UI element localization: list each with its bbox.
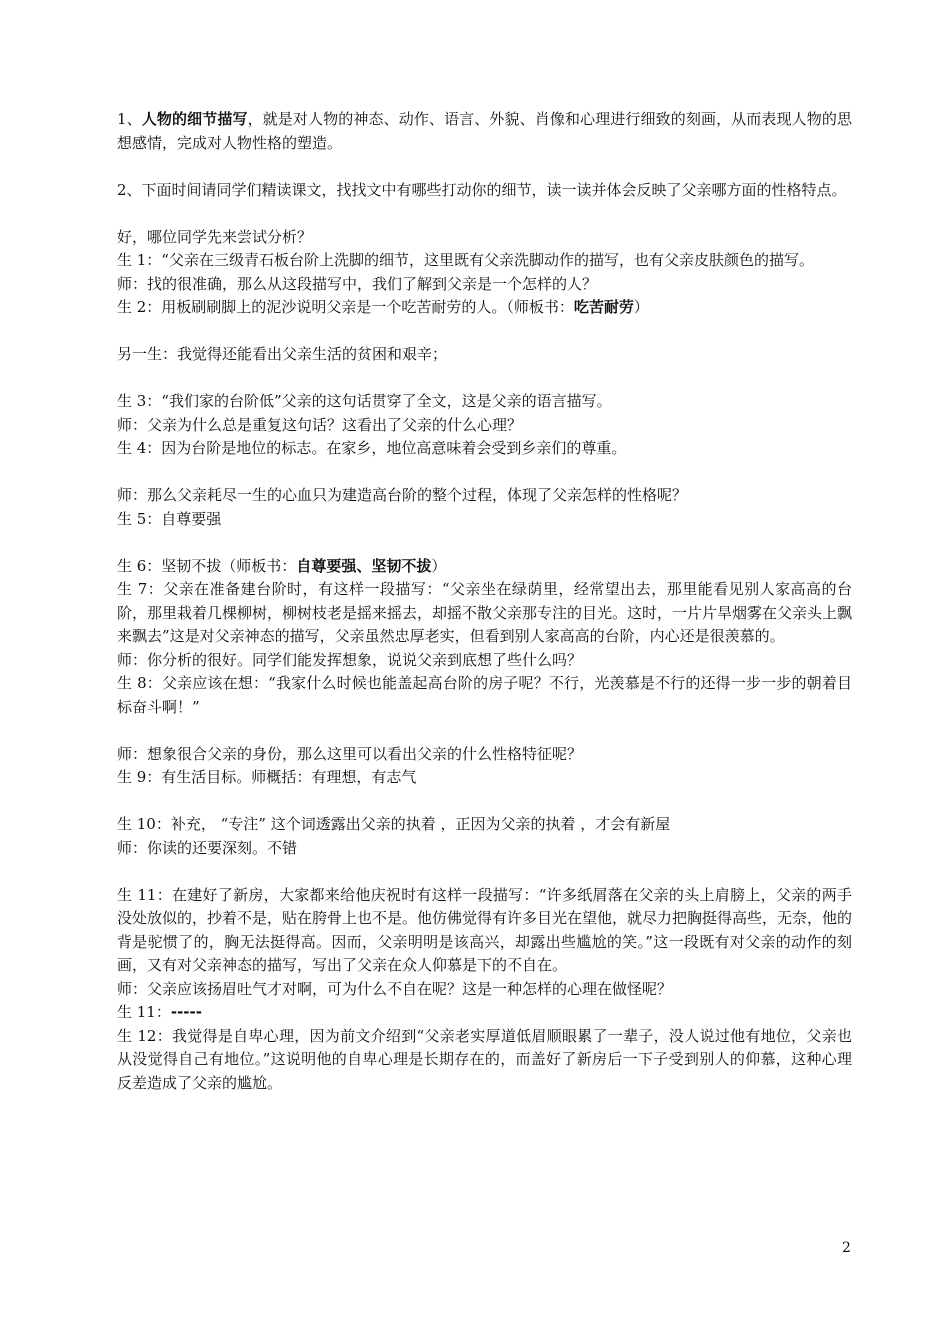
paragraph: 生 4：因为台阶是地位的标志。在家乡，地位高意味着会受到乡亲们的尊重。 (117, 439, 627, 457)
document-body (117, 108, 852, 1095)
paragraph: 好，哪位同学先来尝试分析？ (117, 227, 313, 246)
bold-term: 自尊要强、坚韧不拔 (296, 556, 432, 575)
paragraph: 生 5：自尊要强 (117, 509, 222, 528)
page-number: 2 (842, 1240, 851, 1256)
paragraph: 师：父亲为什么总是重复这句话？这看出了父亲的什么心理？ (117, 415, 523, 434)
paragraph: 生 9：有生活目标。师概括：有理想，有志气 (117, 768, 417, 786)
paragraph: 师：你读的还要深刻。不错 (117, 838, 298, 857)
paragraph: 生 2：用板刷刷脚上的泥沙说明父亲是一个吃苦耐劳的人。（师板书：吃苦耐劳） (117, 298, 649, 316)
paragraph: 生 11：----- (117, 1003, 202, 1021)
paragraph: 另一生：我觉得还能看出父亲生活的贫困和艰辛； (117, 345, 448, 363)
paragraph: 生 12：我觉得是自卑心理，因为前文介绍到“父亲老实厚道低眉顺眼累了一辈子，没人说过他有地位，父亲也从没觉得自己有地位。”这说明他的自卑心理是长期存在的，而盖好了新房后一下子受到别人的仰慕，这种心理反差造成了父亲的尴尬。 (117, 1026, 852, 1092)
paragraph: 2、下面时间请同学们精读课文，找找文中有哪些打动你的细节，读一读并体会反映了父亲哪方面的性格特点。 (117, 180, 847, 199)
bold-term: 人物的细节描写 (141, 110, 248, 128)
paragraph: 生 6：坚韧不拔（师板书：自尊要强、坚韧不拔） (117, 556, 447, 575)
bold-term: 吃苦耐劳 (573, 298, 634, 316)
paragraph: 师：想象很合父亲的身份，那么这里可以看出父亲的什么性格特征呢？ (117, 744, 583, 763)
paragraph: 师：找的很准确，那么从这段描写中，我们了解到父亲是一个怎样的人？ (117, 274, 598, 293)
paragraph: 师：那么父亲耗尽一生的心血只为建造高台阶的整个过程，体现了父亲怎样的性格呢？ (117, 486, 688, 504)
paragraph: 生 3：“我们家的台阶低”父亲的这句话贯穿了全文，这是父亲的语言描写。 (117, 392, 612, 410)
paragraph: 1、人物的细节描写，就是对人物的神态、动作、语言、外貌、肖像和心理进行细致的刻画，从而表现人物的思想感情，完成对人物性格的塑造。 (117, 110, 852, 152)
paragraph: 生 8：父亲应该在想：“我家什么时候也能盖起高台阶的房子呢？不行，光羡慕是不行的还得一步一步的朝着目标奋斗啊！” (117, 674, 852, 716)
paragraph: 生 10：补充， “专注” 这个词透露出父亲的执着 ，正因为父亲的执着 ，才会有新屋 (117, 815, 671, 833)
paragraph: 生 1：“父亲在三级青石板台阶上洗脚的细节，这里既有父亲洗脚动作的描写，也有父亲皮肤颜色的描写。 (117, 251, 814, 269)
paragraph: 师：你分析的很好。同学们能发挥想象，说说父亲到底想了些什么吗？ (117, 650, 583, 669)
paragraph: 师：父亲应该扬眉吐气才对啊，可为什么不自在呢？这是一种怎样的心理在做怪呢？ (117, 979, 673, 998)
paragraph: 生 11：在建好了新房，大家都来给他庆祝时有这样一段描写：“许多纸屑落在父亲的头上肩膀上，父亲的两手没处放似的，抄着不是，贴在胯骨上也不是。他仿佛觉得有许多目光在望他，就尽力把胸挺得高些，无奈，他的背是驼惯了的，胸无法挺得高。因而，父亲明明是该高兴，却露出些尴尬的笑。”这一段既有对父亲的动作的刻画，又有对父亲神态的描写，写出了父亲在众人仰慕是下的不自在。 (117, 885, 853, 974)
bold-term: ----- (170, 1003, 202, 1021)
paragraph: 生 7：父亲在准备建台阶时，有这样一段描写：“父亲坐在绿荫里，经常望出去，那里能看见别人家高高的台阶，那里栽着几棵柳树，柳树枝老是摇来摇去，却摇不散父亲那专注的目光。这时，一片片旱烟雾在父亲头上飘来飘去”这是对父亲神态的描写，父亲虽然忠厚老实，但看到别人家高高的台阶，内心还是很羡慕的。 (117, 580, 853, 645)
